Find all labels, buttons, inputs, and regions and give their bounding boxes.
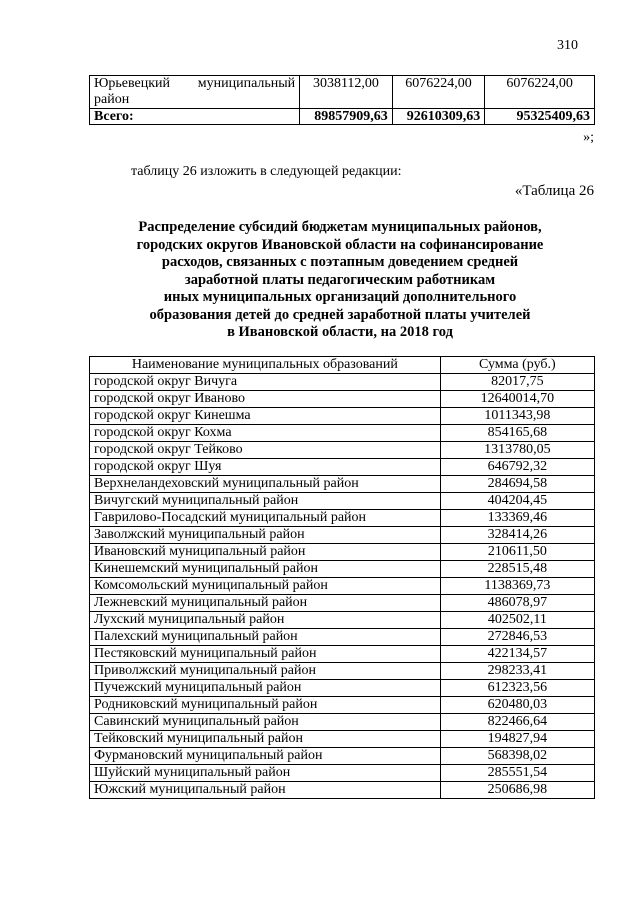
subsidy-amount: 250686,98 — [440, 782, 594, 799]
municipality-name: Пучежский муниципальный район — [90, 680, 441, 697]
subsidy-amount: 1313780,05 — [440, 442, 594, 459]
table-row — [90, 425, 595, 442]
subsidy-amount: 612323,56 — [440, 680, 594, 697]
heading-line: Распределение субсидий бюджетам муниципальных районов, — [138, 219, 542, 235]
municipality-name: Лежневский муниципальный район — [90, 595, 441, 612]
total-row — [90, 109, 595, 125]
table-row — [90, 527, 595, 544]
municipality-name: Южский муниципальный район — [90, 782, 441, 799]
municipality-name: Фурмановский муниципальный район — [90, 748, 441, 765]
column-header-sum: Сумма (руб.) — [440, 357, 594, 374]
table-row — [90, 731, 595, 748]
heading-line: заработной платы педагогическим работникам — [184, 271, 496, 288]
subsidy-amount: 133369,46 — [440, 510, 594, 527]
subsidy-amount: 404204,45 — [440, 493, 594, 510]
subsidy-amount: 328414,26 — [440, 527, 594, 544]
municipality-name: городской округ Кохма — [90, 425, 441, 442]
subsidy-amount: 402502,11 — [440, 612, 594, 629]
municipality-name: Родниковский муниципальный район — [90, 697, 441, 714]
subsidy-amount: 272846,53 — [440, 629, 594, 646]
page-number: 310 — [557, 38, 578, 53]
subsidy-amount: 82017,75 — [440, 374, 594, 391]
table-row — [90, 442, 595, 459]
municipality-name: городской округ Тейково — [90, 442, 441, 459]
municipality-name: Савинский муниципальный район — [90, 714, 441, 731]
table-row — [90, 646, 595, 663]
subsidy-amount: 854165,68 — [440, 425, 594, 442]
subsidy-distribution-table — [89, 356, 595, 799]
subsidy-amount: 822466,64 — [440, 714, 594, 731]
subsidy-amount: 194827,94 — [440, 731, 594, 748]
municipality-name: городской округ Шуя — [90, 459, 441, 476]
municipality-name: Ивановский муниципальный район — [90, 544, 441, 561]
subsidy-amount: 210611,50 — [440, 544, 594, 561]
table-row — [90, 561, 595, 578]
municipality-name: Пестяковский муниципальный район — [90, 646, 441, 663]
value-3: 6076224,00 — [485, 76, 595, 109]
table-row — [90, 391, 595, 408]
previous-table-rows — [90, 76, 595, 109]
name-line: район — [94, 92, 130, 107]
municipality-name: Гаврилово-Посадский муниципальный район — [90, 510, 441, 527]
subsidy-amount: 12640014,70 — [440, 391, 594, 408]
table-row — [90, 374, 595, 391]
municipality-name: Комсомольский муниципальный район — [90, 578, 441, 595]
table-header-row — [90, 357, 595, 374]
table-row — [90, 697, 595, 714]
heading-line: расходов, связанных с поэтапным доведением средней — [161, 254, 519, 270]
amendment-instruction: таблицу 26 изложить в следующей редакции: — [131, 164, 402, 179]
previous-table-end — [89, 75, 595, 125]
table-row — [90, 578, 595, 595]
subsidy-amount: 620480,03 — [440, 697, 594, 714]
heading-line: в Ивановской области, на 2018 год — [227, 324, 453, 340]
municipality-name: Заволжский муниципальный район — [90, 527, 441, 544]
municipality-name: Кинешемский муниципальный район — [90, 561, 441, 578]
table-row — [90, 680, 595, 697]
municipality-name — [90, 76, 300, 109]
table-row — [90, 510, 595, 527]
total-label: Всего: — [90, 109, 300, 125]
name-line: Юрьевецкий муниципальный — [94, 76, 296, 91]
table-row — [90, 408, 595, 425]
table-row — [90, 544, 595, 561]
closing-quote-mark: »; — [583, 130, 594, 145]
total-value-3: 95325409,63 — [485, 109, 595, 125]
table-row — [90, 765, 595, 782]
subsidy-amount: 1011343,98 — [440, 408, 594, 425]
table-row — [90, 476, 595, 493]
table-row — [90, 714, 595, 731]
municipality-name: Верхнеландеховский муниципальный район — [90, 476, 441, 493]
municipality-name: Тейковский муниципальный район — [90, 731, 441, 748]
municipality-name: Лухский муниципальный район — [90, 612, 441, 629]
heading-line: городских округов Ивановской области на софинансирование — [136, 236, 544, 253]
table-row — [90, 459, 595, 476]
municipality-name: Вичугский муниципальный район — [90, 493, 441, 510]
table-row — [90, 748, 595, 765]
table-row — [90, 76, 595, 109]
subsidy-amount: 228515,48 — [440, 561, 594, 578]
subsidy-amount: 284694,58 — [440, 476, 594, 493]
municipality-name: Шуйский муниципальный район — [90, 765, 441, 782]
subsidy-amount: 285551,54 — [440, 765, 594, 782]
total-value-2: 92610309,63 — [392, 109, 485, 125]
table-row — [90, 663, 595, 680]
subsidy-amount: 422134,57 — [440, 646, 594, 663]
subsidy-amount: 486078,97 — [440, 595, 594, 612]
table-row — [90, 595, 595, 612]
table-body — [90, 374, 595, 799]
heading-line: образования детей до средней заработной платы учителей — [149, 306, 531, 323]
subsidy-amount: 568398,02 — [440, 748, 594, 765]
municipality-name: Палехский муниципальный район — [90, 629, 441, 646]
subsidy-amount: 298233,41 — [440, 663, 594, 680]
municipality-name: городской округ Вичуга — [90, 374, 441, 391]
subsidy-amount: 646792,32 — [440, 459, 594, 476]
column-header-name: Наименование муниципальных образований — [90, 357, 441, 374]
table-heading — [110, 219, 570, 342]
value-2: 6076224,00 — [392, 76, 485, 109]
table-row — [90, 493, 595, 510]
value-1: 3038112,00 — [300, 76, 393, 109]
heading-line: иных муниципальных организаций дополнительного — [163, 289, 517, 305]
municipality-name: Приволжский муниципальный район — [90, 663, 441, 680]
municipality-name: городской округ Иваново — [90, 391, 441, 408]
municipality-name: городской округ Кинешма — [90, 408, 441, 425]
table-row — [90, 782, 595, 799]
total-value-1: 89857909,63 — [300, 109, 393, 125]
table-row — [90, 612, 595, 629]
table-row — [90, 629, 595, 646]
subsidy-amount: 1138369,73 — [440, 578, 594, 595]
table-label: «Таблица 26 — [514, 183, 594, 199]
